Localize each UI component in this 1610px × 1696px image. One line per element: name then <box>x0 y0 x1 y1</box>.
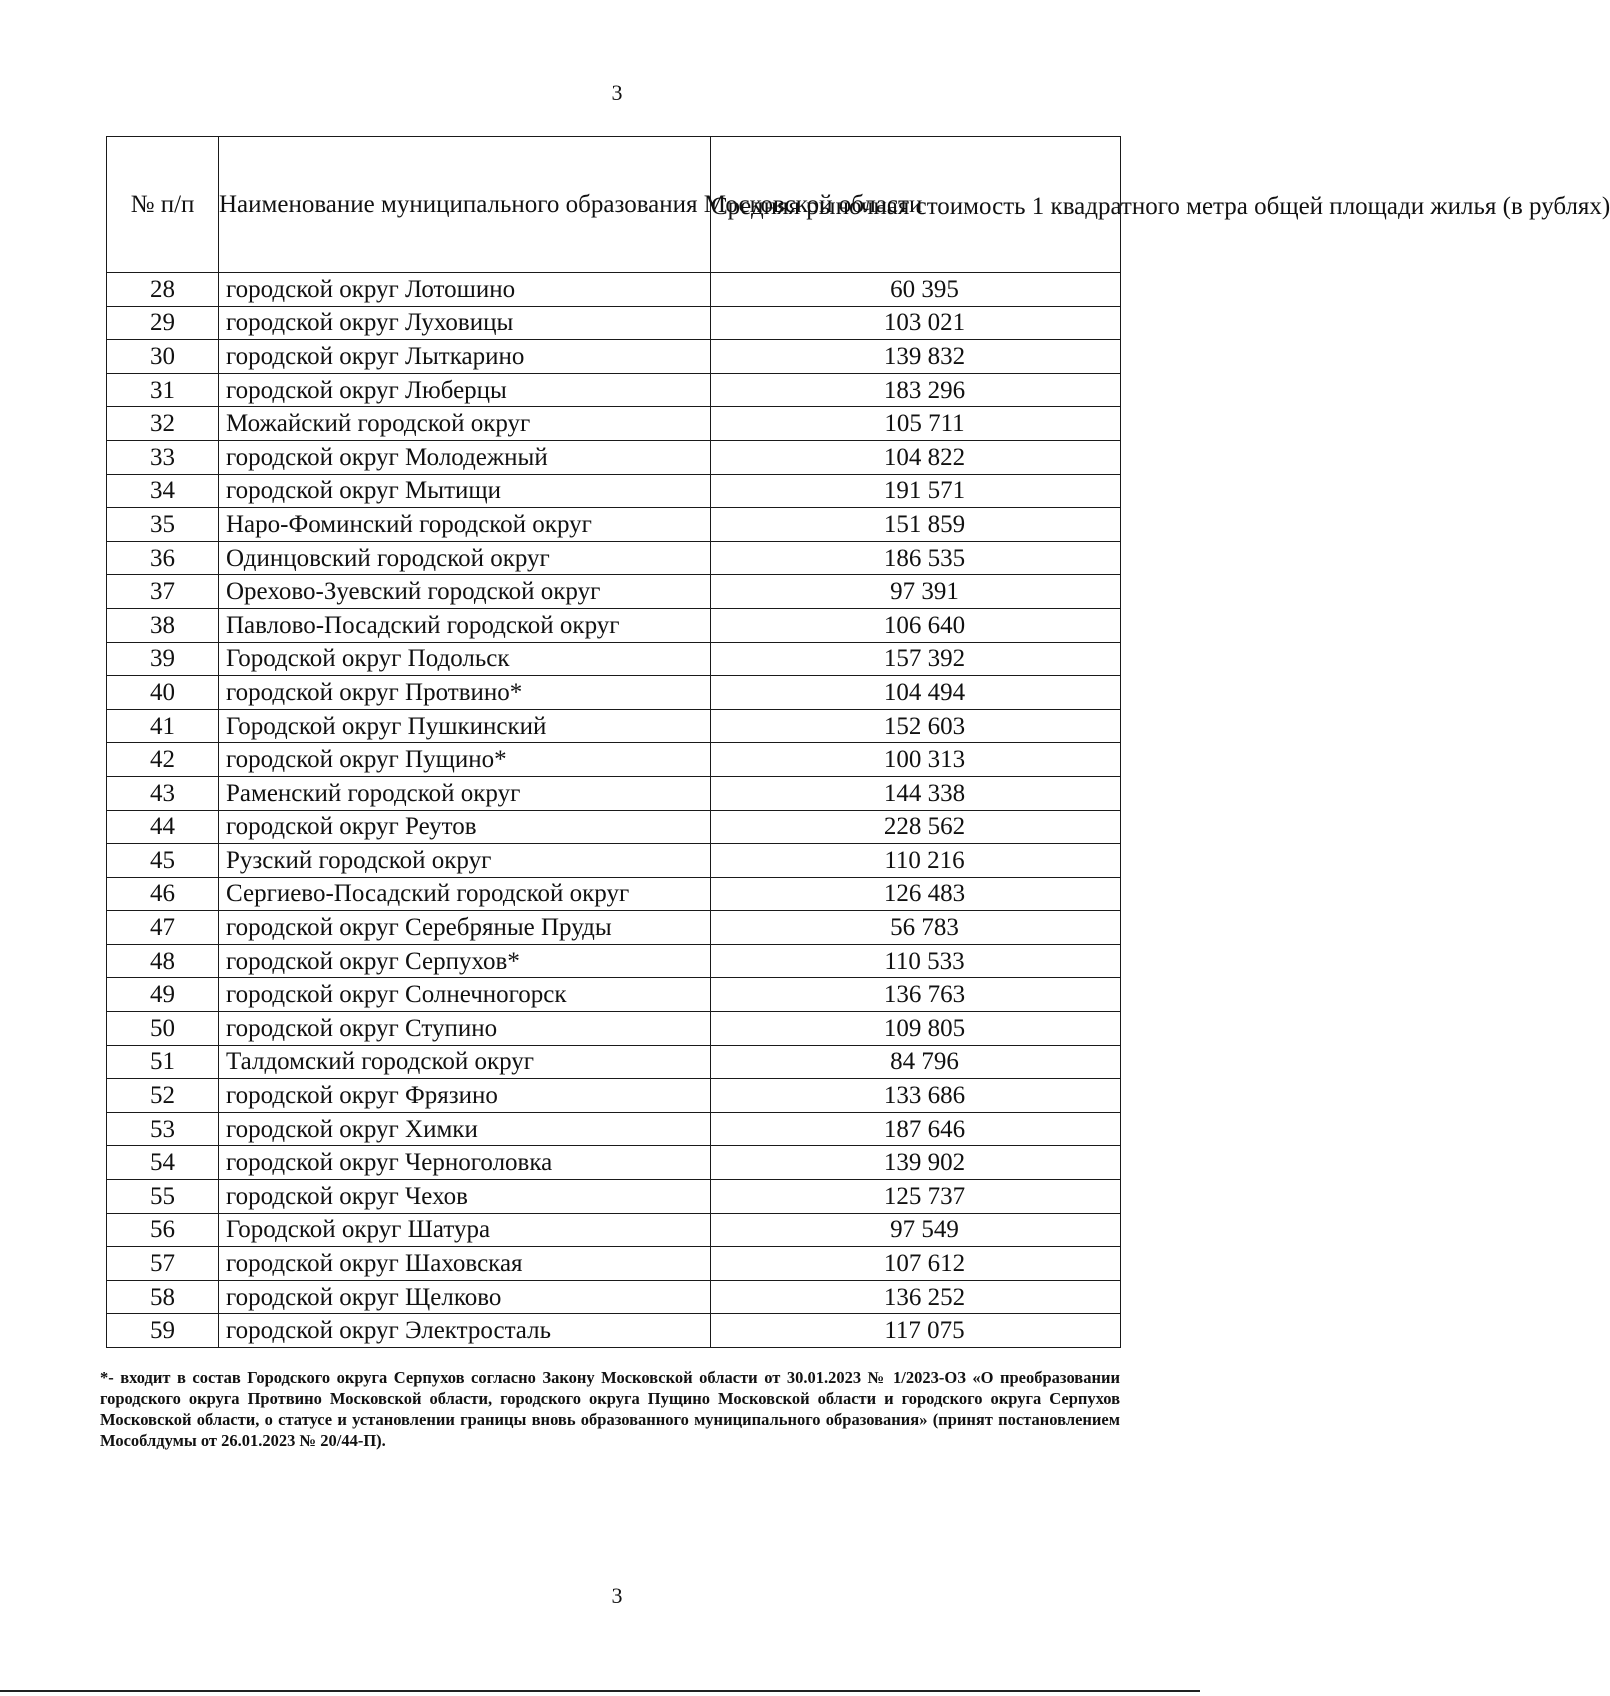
row-number: 50 <box>107 1012 219 1046</box>
table-row <box>107 911 1121 945</box>
municipality-name: городской округ Протвино* <box>219 676 711 710</box>
average-price: 152 603 <box>711 709 1121 743</box>
average-price: 151 859 <box>711 508 1121 542</box>
table-row <box>107 407 1121 441</box>
footnote: *- входит в состав Городского округа Серпухов согласно Закону Московской области от 30.01.2023 № 1/2023-ОЗ «О преобразовании городского округа Протвино Московской области, городского округа Пущино Московской области и городского округа Серпухов Московской области, о статусе и установлении границы вновь образованного муниципального образования» (принят постановлением Мособлдумы от 26.01.2023 № 20/44-П). <box>100 1368 1120 1450</box>
average-price: 109 805 <box>711 1012 1121 1046</box>
row-number: 46 <box>107 877 219 911</box>
row-number: 53 <box>107 1112 219 1146</box>
municipality-name: Городской округ Пушкинский <box>219 709 711 743</box>
average-price: 139 902 <box>711 1146 1121 1180</box>
table-row <box>107 743 1121 777</box>
municipality-name: Городской округ Шатура <box>219 1213 711 1247</box>
municipality-name: городской округ Реутов <box>219 810 711 844</box>
page-number-top: 3 <box>611 80 623 105</box>
municipality-name: Раменский городской округ <box>219 776 711 810</box>
municipality-name: городской округ Луховицы <box>219 306 711 340</box>
header-average-price: Средняя рыночная стоимость 1 квадратного метра общей площади жилья (в рублях) <box>711 137 1121 273</box>
average-price: 97 549 <box>711 1213 1121 1247</box>
row-number: 40 <box>107 676 219 710</box>
table-row <box>107 978 1121 1012</box>
row-number: 51 <box>107 1045 219 1079</box>
municipality-name: Одинцовский городской округ <box>219 541 711 575</box>
municipality-name: городской округ Щелково <box>219 1280 711 1314</box>
municipality-name: городской округ Солнечногорск <box>219 978 711 1012</box>
table-row <box>107 1314 1121 1348</box>
municipality-name: городской округ Химки <box>219 1112 711 1146</box>
table-row <box>107 575 1121 609</box>
row-number: 42 <box>107 743 219 777</box>
table-header-row <box>107 137 1121 273</box>
average-price: 125 737 <box>711 1180 1121 1214</box>
table-row <box>107 1112 1121 1146</box>
average-price: 60 395 <box>711 273 1121 307</box>
table-row <box>107 340 1121 374</box>
average-price: 144 338 <box>711 776 1121 810</box>
average-price: 110 533 <box>711 944 1121 978</box>
price-table <box>106 136 1610 1348</box>
average-price: 191 571 <box>711 474 1121 508</box>
table-row <box>107 1079 1121 1113</box>
table-row <box>107 1045 1121 1079</box>
municipality-name: городской округ Мытищи <box>219 474 711 508</box>
row-number: 29 <box>107 306 219 340</box>
table-row <box>107 273 1121 307</box>
table-row <box>107 1247 1121 1281</box>
row-number: 56 <box>107 1213 219 1247</box>
municipality-name: Павлово-Посадский городской округ <box>219 608 711 642</box>
municipality-name: Сергиево-Посадский городской округ <box>219 877 711 911</box>
average-price: 183 296 <box>711 373 1121 407</box>
row-number: 57 <box>107 1247 219 1281</box>
table-row <box>107 709 1121 743</box>
row-number: 58 <box>107 1280 219 1314</box>
table-row <box>107 1280 1121 1314</box>
row-number: 33 <box>107 440 219 474</box>
municipality-name: городской округ Фрязино <box>219 1079 711 1113</box>
page-number-bottom: 3 <box>611 1583 623 1608</box>
row-number: 30 <box>107 340 219 374</box>
row-number: 49 <box>107 978 219 1012</box>
header-number: № п/п <box>107 137 219 273</box>
table-row <box>107 844 1121 878</box>
table-row <box>107 776 1121 810</box>
row-number: 31 <box>107 373 219 407</box>
average-price: 126 483 <box>711 877 1121 911</box>
average-price: 186 535 <box>711 541 1121 575</box>
average-price: 228 562 <box>711 810 1121 844</box>
average-price: 100 313 <box>711 743 1121 777</box>
row-number: 52 <box>107 1079 219 1113</box>
table-row <box>107 877 1121 911</box>
municipality-name: городской округ Серпухов* <box>219 944 711 978</box>
municipality-name: городской округ Пущино* <box>219 743 711 777</box>
municipality-name: городской округ Ступино <box>219 1012 711 1046</box>
municipality-name: городской округ Шаховская <box>219 1247 711 1281</box>
average-price: 133 686 <box>711 1079 1121 1113</box>
average-price: 136 763 <box>711 978 1121 1012</box>
table-row <box>107 541 1121 575</box>
municipality-name: Рузский городской округ <box>219 844 711 878</box>
row-number: 39 <box>107 642 219 676</box>
row-number: 35 <box>107 508 219 542</box>
table-row <box>107 810 1121 844</box>
municipality-name: Талдомский городской округ <box>219 1045 711 1079</box>
row-number: 54 <box>107 1146 219 1180</box>
table-row <box>107 1213 1121 1247</box>
row-number: 47 <box>107 911 219 945</box>
scan-edge-line <box>0 1690 1200 1692</box>
row-number: 48 <box>107 944 219 978</box>
municipality-name: Можайский городской округ <box>219 407 711 441</box>
average-price: 56 783 <box>711 911 1121 945</box>
table-row <box>107 306 1121 340</box>
average-price: 103 021 <box>711 306 1121 340</box>
table-row <box>107 440 1121 474</box>
municipality-name: городской округ Черноголовка <box>219 1146 711 1180</box>
municipality-name: городской округ Электросталь <box>219 1314 711 1348</box>
table-row <box>107 508 1121 542</box>
municipality-name: городской округ Молодежный <box>219 440 711 474</box>
header-municipality-name: Наименование муниципального образования Московской области <box>219 137 711 273</box>
row-number: 41 <box>107 709 219 743</box>
municipality-name: Городской округ Подольск <box>219 642 711 676</box>
average-price: 105 711 <box>711 407 1121 441</box>
row-number: 59 <box>107 1314 219 1348</box>
average-price: 106 640 <box>711 608 1121 642</box>
table-row <box>107 608 1121 642</box>
table-row <box>107 1012 1121 1046</box>
table-row <box>107 642 1121 676</box>
average-price: 136 252 <box>711 1280 1121 1314</box>
row-number: 38 <box>107 608 219 642</box>
row-number: 45 <box>107 844 219 878</box>
row-number: 44 <box>107 810 219 844</box>
row-number: 34 <box>107 474 219 508</box>
average-price: 157 392 <box>711 642 1121 676</box>
average-price: 107 612 <box>711 1247 1121 1281</box>
row-number: 32 <box>107 407 219 441</box>
table-row <box>107 474 1121 508</box>
municipality-name: городской округ Серебряные Пруды <box>219 911 711 945</box>
row-number: 55 <box>107 1180 219 1214</box>
municipality-name: Наро-Фоминский городской округ <box>219 508 711 542</box>
row-number: 36 <box>107 541 219 575</box>
municipality-name: городской округ Лотошино <box>219 273 711 307</box>
average-price: 139 832 <box>711 340 1121 374</box>
table-row <box>107 1146 1121 1180</box>
row-number: 37 <box>107 575 219 609</box>
municipality-name: Орехово-Зуевский городской округ <box>219 575 711 609</box>
municipality-name: городской округ Лыткарино <box>219 340 711 374</box>
average-price: 104 822 <box>711 440 1121 474</box>
table-row <box>107 676 1121 710</box>
row-number: 28 <box>107 273 219 307</box>
average-price: 187 646 <box>711 1112 1121 1146</box>
table-row <box>107 373 1121 407</box>
average-price: 104 494 <box>711 676 1121 710</box>
average-price: 97 391 <box>711 575 1121 609</box>
municipality-name: городской округ Чехов <box>219 1180 711 1214</box>
table-row <box>107 944 1121 978</box>
row-number: 43 <box>107 776 219 810</box>
table-row <box>107 1180 1121 1214</box>
average-price: 110 216 <box>711 844 1121 878</box>
average-price: 117 075 <box>711 1314 1121 1348</box>
average-price: 84 796 <box>711 1045 1121 1079</box>
municipality-name: городской округ Люберцы <box>219 373 711 407</box>
